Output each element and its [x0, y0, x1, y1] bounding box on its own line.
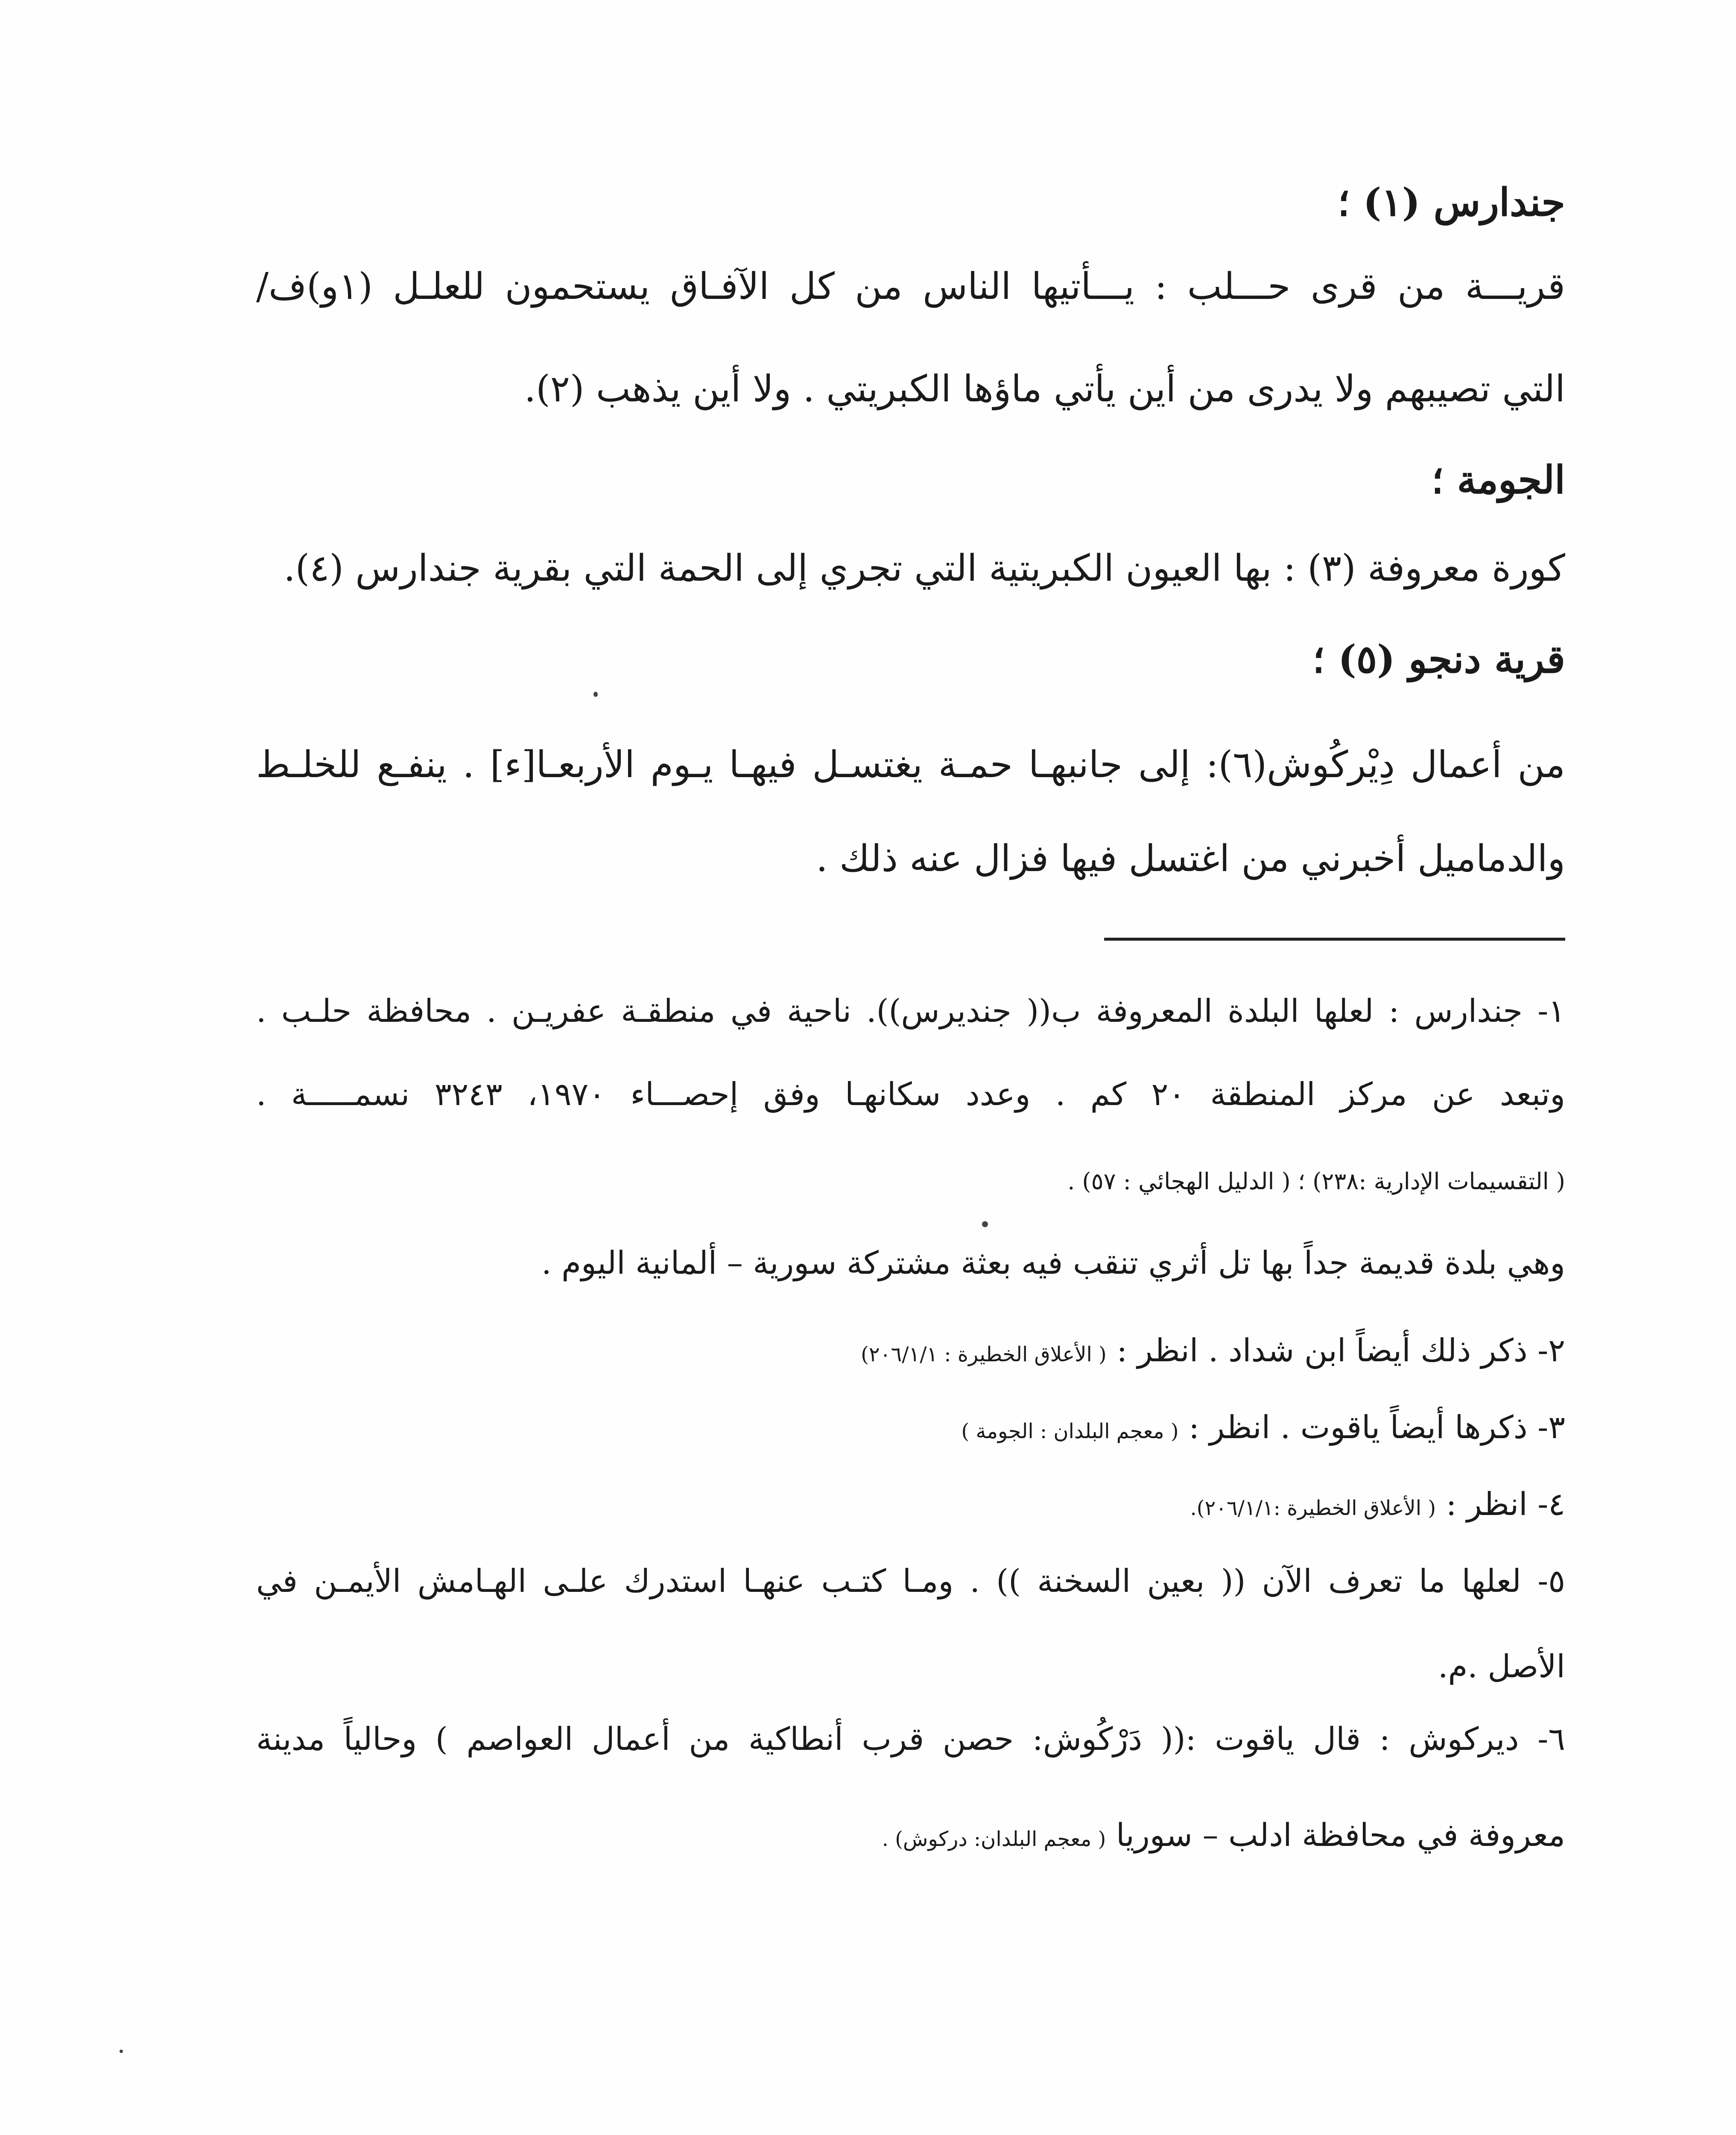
footnote-2-source: ( الأعلاق الخطيرة : ٢٠٦/١/١)	[861, 1342, 1107, 1366]
footnote-6-source: ( معجم البلدان: دركوش) .	[882, 1827, 1106, 1851]
scan-speck	[982, 1221, 988, 1227]
footnote-4	[1190, 1486, 1565, 1523]
footnote-separator	[1104, 938, 1565, 941]
scan-speck	[120, 2050, 123, 2053]
footnote-6-line2	[882, 1817, 1565, 1854]
footnote-1-line: ١- جندارس : لعلها البلدة المعروفة ب(( جنديرس)). ناحية في منطقـة عفريـن . محافظة حلـب .	[256, 993, 1565, 1029]
footnote-1-line: وتبعد عن مركز المنطقة ٢٠ كم . وعدد سكانهـا وفق إحصـــاء ١٩٧٠، ٣٢٤٣ نسمـــــة .	[256, 1076, 1566, 1113]
footnote-5-line: الأصل .م.	[1438, 1648, 1565, 1685]
entry-text-line: والدماميل أخبرني من اغتسل فيها فزال عنه ذلك .	[816, 837, 1565, 880]
footnote-4-source: ( الأعلاق الخطيرة :٢٠٦/١/١).	[1190, 1496, 1436, 1520]
footnote-1-line: وهي بلدة قديمة جداً بها تل أثري تنقب فيه بعثة مشتركة سورية – ألمانية اليوم .	[541, 1245, 1565, 1281]
entry-heading-jandaris: جندارس (١) ؛	[1337, 180, 1565, 225]
scan-speck	[593, 692, 598, 697]
footnote-3-source: ( معجم البلدان : الجومة )	[961, 1419, 1179, 1443]
footnote-3-text: ٣- ذكرها أيضاً ياقوت . انظر :	[1189, 1409, 1565, 1446]
entry-heading-jawma: الجومة ؛	[1431, 457, 1565, 503]
footnote-6-text: معروفة في محافظة ادلب – سوريا	[1116, 1817, 1565, 1854]
footnote-1-source: ( التقسيمات الإدارية :٢٣٨) ؛ ( الدليل الهجائي : ٥٧) .	[1067, 1168, 1565, 1195]
entry-text-line: من أعمال دِيْركُوش(٦): إلى جانبهـا حمـة يغتسـل فيهـا يـوم الأربعـا[ء] . ينفـع للخلـط	[256, 743, 1565, 786]
footnote-2	[861, 1332, 1565, 1369]
footnote-2-text: ٢- ذكر ذلك أيضاً ابن شداد . انظر :	[1116, 1332, 1565, 1369]
footnote-6-line: ٦- ديركوش : قال ياقوت :(( دَرْكُوش: حصن قرب أنطاكية من أعمال العواصم ) وحالياً مدينة	[256, 1721, 1565, 1758]
entry-text-line: التي تصيبهم ولا يدرى من أين يأتي ماؤها الكبريتي . ولا أين يذهب (٢).	[524, 368, 1565, 410]
footnote-4-text: ٤- انظر :	[1446, 1486, 1565, 1523]
entry-text-line: قريـــة من قرى حـــلب : يـــأتيها الناس من كل الآفـاق يستحمون للعلـل (١و)ف/	[256, 265, 1565, 308]
footnote-3	[962, 1409, 1565, 1446]
footnote-5-line: ٥- لعلها ما تعرف الآن (( بعين السخنة )) . ومـا كتـب عنهـا استدرك علـى الهـامش الأيمـن في	[256, 1563, 1565, 1600]
entry-heading-danju: قرية دنجو (٥) ؛	[1312, 637, 1565, 682]
entry-text-line: كورة معروفة (٣) : بها العيون الكبريتية التي تجري إلى الحمة التي بقرية جندارس (٤).	[283, 547, 1565, 590]
